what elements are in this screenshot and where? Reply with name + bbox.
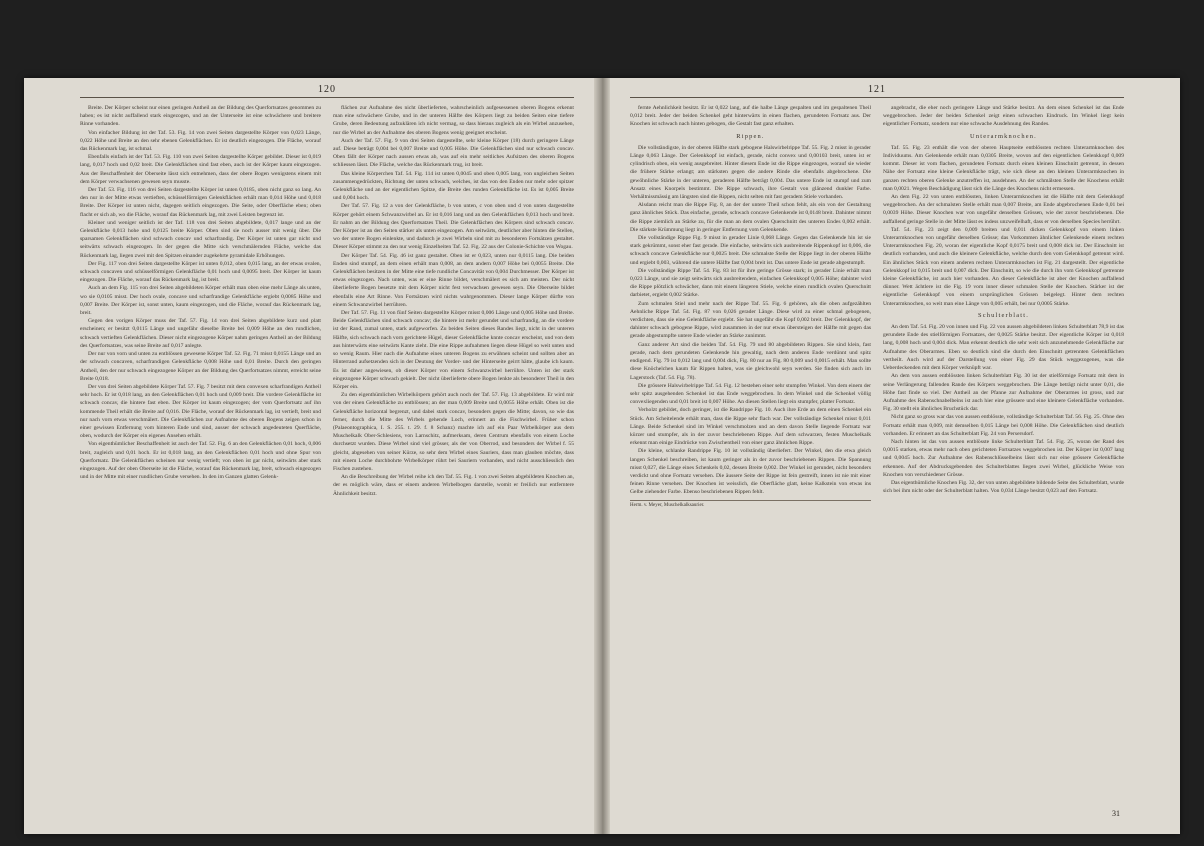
page-number-right: 121 <box>630 84 1124 98</box>
footnote: Herm. v. Meyer, Muschelkalksaurier. <box>630 500 871 510</box>
paragraph: Von eigenthümlicher Beschaffenheit ist auch der Taf. 52. Fig. 6 an den Gelenkflächen 0,01 hoch, 0,006 breit, zugleich und 0,01 hoch. Er ist 0,018 lang, an den Gelenkflächen 0,01 hoch und ohne Spur von Querfortsatz. Die Gelenkflächen scheinen nur wenig vertieft; von oben ist gar nicht, seitwärts aber stark eingezogen. Auf der oben Oberseite ist die Fläche, worauf das Rückenmark lag, breit, schwach eingezogen und in der Mitte mit einer rundlichen Grube versehen. In den im Ganzen glatten Gelenk- <box>80 441 321 481</box>
paragraph: flächen zur Aufnahme des nicht überlieferten, wahrscheinlich aufgesessenen oberen Bogens erkennt man eine schwächere Grube, und in der unteren Hälfte des Körpers liegt zu beiden Seiten eine tiefere Grube, deren Bedeutung aufzuklären ich nicht vermag, so dass hieraus zugleich als ein Wirbel anzusehen, nur die Wirbel an der Aufnahme des oberen Bogens wenig geeignet erscheint. <box>333 105 574 136</box>
section-heading: Schulterblatt. <box>977 311 1030 319</box>
paragraph: Der Körper Taf. 54. Fig. 46 ist ganz gestaltet. Oben ist er 0,023, unten nur 0,0115 lang. Die beiden Enden sind stumpf, an dem einen erhält man 0,008, an dem andern 0,007 Höhe bei 0,0055 Breite. Die Gelenkflächen besitzen in der Mitte eine tiefe rundliche Concavität von 0,004 Durchmesser. Der Körper ist etwas eingezogen. Nach unten, was er eine Rinne bildet, verschmälert es sich am meisten. Der nicht überlieferte Bogen besetzte mit dem Körper nicht fest verwachsen gewesen seyn. Die Oberseite bildet ebenfalls eine Art Rinne. Von Fortsätzen wird nichts wahrgenommen. Dieser lange Körper dürfte von einem Schwanzwirbel herrühren. <box>333 252 574 308</box>
paragraph: An die Beschreibung der Wirbel reihe ich den Taf. 55. Fig. 1 von zwei Seiten abgebildeten Knochen an, der es möglich wäre, dass er einem anderen Wirbelbogen darstelle, womit er freilich nur entferntere Ähnlichkeit besitzt. <box>333 474 574 497</box>
paragraph: Von einfacher Bildung ist der Taf. 53. Fig. 14 von zwei Seiten dargestellte Körper von 0,023 Länge, 0,022 Höhe und Breite an den sehr ebenen Gelenkflächen. Er ist deutlich eingezogen. Die Fläche, worauf das Rückenmark lag, ist schmal. <box>80 129 321 153</box>
paragraph: An dem von aussen entblössten linken Schulterblatt Fig. 30 ist der stielförmige Fortsatz mit dem in seine Verlängerung fallenden Rande des Körpers weggebrochen. Die Länge beträgt nicht unter 0,01, die Höhe fast finde so viel. Der Antheil an der Pfanne zur Aufnahme der Oberarmes ist gross, und zur Aufnahme des Rabenschnabelbeins ist auch hier eine grössere und eine kleinere Gelenkfläche vorhanden. Fig. 30 stellt ein ähnliches Bruchstück dar. <box>883 373 1124 413</box>
paragraph: An dem Taf. 54. Fig. 20 von innen und Fig. 22 von aussen abgebildeten linken Schulterblatt 78,9 ist das gerundete Ende des stielförmigen Fortsatzes, der 0,0025 Stärke besitzt. Der eigentliche Körper ist 0,018 lang, 0,008 hoch und 0,004 dick. Man erkennt deutlich die sehr weit sich anzunehmende Gelenkfläche zur Aufnahme des Oberarmes. Eben so deutlich sind die durch den Einschnitt getrennten Gelenkflächen vertheilt. Auch wird auf der Darstellung von einer Fig. 29 das Stück weggezogenes, was die Ueberdeckenden mit dem Körper verknüpft war. <box>883 324 1124 372</box>
paragraph: Verholzt gebildet, doch geringer, ist die Randrippe Fig. 10. Auch ihre Erde an dem einen Schenkel ein Stück. Am Scheitelende erhält man, dass die Rippe sehr flach war. Der vollständige Schenkel misst 0,011 Länge. Beide Schenkel sind im Winkel verschmolzen und an dem davon Stelle liegende Fortsatz war kürzer und stumpfer, als in der zuvor beschriebenen Rippe. Auf dem schwarzen, festen Muschelkalk erkennt man einige Eindrücke von Zwischentheil von einer ganz ähnlichen Rippe. <box>630 407 871 447</box>
paragraph: Taf. 54. Fig. 23 zeigt den 0,009 breiten und 0,011 dicken Gelenkkopf von einem linken Unterarmknochen von ungefähr derselben Grösse; das Vorkommen ähnlicher Gelenkende einem rechten Unterarmknochen Fig. 20, woran der eigentliche Kopf 0,0175 breit und 0,008 dick ist. Der Einschnitt ist deutlich vorhanden, und auch die kleinere Gelenkfläche, welche durch den vom Gelenkkopf getrennt wird. Ein ähnliches Stück von einem anderen rechten Unterarmknochen ist Fig. 21 dargestellt. Der eigentliche Gelenkkopf ist 0,015 breit und 0,007 dick. Der Einschnitt, so wie die durch ihn vom Gelenkkopf getrennte kleine Gelenkfläche, ist auch hier vorhanden. An dieser Gelenkfläche ist aber der Knochen auffallend dünner. Wett ächtlere ist die Fig. 19 vom inner dieser schmalen Stelle der Knochen. Stärker ist der eigentliche Gelenkkopf von einem ursprünglichen Grössen beigelegt. Hinter dem rechten Unterarmknochen, so weit man eine Länge von 0,005 erhält, bei nur 0,0005 Stärke. <box>883 226 1124 307</box>
paragraph: Die vollständige Rippe Fig. 9 misst in gerader Linie 0,068 Länge. Gegen das Gelenkende hin ist sie stark gekrümmt, sonst eher fast gerade. Die einfache, seitwärts sich ausbreitende Rippenkopf ist 0,006, die schwach concave Gelenkfläche nur 0,0025 breit. Die schmalste Stelle der Rippe liegt in der oberen Hälfte und ergiebt 0,003, während die untere Hälfte fast 0,004 breit ist. Das untere Ende ist gerade abgestumpft. <box>630 235 871 266</box>
paragraph: Der von drei Seiten abgebildete Körper Taf. 57. Fig. 7 besitzt mit dem convexen scharfrandigen Antheil sehr hoch. Er ist 0,018 lang, an den Gelenkflächen 0,01 hoch und 0,009 breit. Die vordere Gelenkfläche ist schwach concav, die hintere fast eben. Der Körper ist kaum eingezogen; der vom Querfortsatz auf ihn kommende Theil erhält die Breite auf 0,016. Die Fläche, worauf der Rückenmark lag, ist vertieft, breit und nur nach vorn etwas verschmälert. Die Gelenkflächen zur Aufnahme des oberen Bogens zeigen schon in einer gewissen Entfernung vom hinteren Ende und sind, ausser der schwach angedeuteten Querfläche, oben, wodurch der Körper ein eigenes Ansehen erhält. <box>80 383 321 440</box>
paragraph: fernte Aehnlichkeit besitzt. Er ist 0,022 lang, auf die halbe Länge gespalten und im gespaltenen Theil 0,012 breit. Jeder der beiden Schenkel geht hinterwärts in einen flachen, gerundeten Fortsatz aus. Der Knochen ist schwach nach hinten gebogen, die Gestalt fast ganz erhalten. <box>630 105 871 128</box>
paragraph: Die kleine, schlanke Randrippe Fig. 10 ist vollständig überliefert. Der Winkel, den die etwa gleich langen Schenkel beschreiben, ist kaum geringer als in der zuvor beschriebenen Rippen. Die Spannung misst 0,027, die Länge eines Schenkels 0,02, dessen Breite 0,002. Der Winkel ist gerundet, nicht besonders verdickt und ohne Fortsatz versehen. Die äussere Seite der Rippe ist fein gestreift, innen ist nie mit einer feinen Rinne versehen. Der Knochen ist weisslich, die Oberfläche glatt, keine Kalkstein von etwas ins Gelbe ziehender Farbe. Ebenso beschriebenen Rippen fehlt. <box>630 448 871 496</box>
section-heading: Rippen. <box>736 132 765 140</box>
paragraph: Nicht ganz so gross war das von aussen entblösste, vollständige Schulterblatt Taf. 56. Fig. 25. Ohne den Fortsatz erhält man 0,009, mit demselben 0,015 Länge bei 0,008 Höhe. Die Gelenkflächen sind deutlich vorhanden. Er erinnert an das Schulterblatt Fig. 24 von Persersdorf. <box>883 414 1124 437</box>
paragraph: Breite. Der Körper scheint nur einen geringen Antheil an der Bildung des Querfortsatzes genommen zu haben; es ist nicht auffallend stark eingezogen, und an der Unterseite ist eine schwächere und breitere Rinne vorhanden. <box>80 105 321 128</box>
paragraph: An dem Fig. 22 von unten entblössten, linken Unterarmknochen ist die Hälfte mit dem Gelenkkopf weggebrochen. An der schmalsten Stelle erhält man 0,007 Breite, am Ende abgebrochenen Ende 0,01 bei 0,0039 Höhe. Dieser Knochen war von ungefähr denselben Grössen, wie der zuvor beschriebenen. Die auffallend geringe Stelle in der Mitte lässt es indess unzweifelhaft, dass er von derselben Species herrührt. <box>883 194 1124 225</box>
paragraph: Der Taf. 57. Fig. 11 von fünf Seiten dargestellte Körper misst 0,006 Länge und 0,005 Höhe und Breite. Beide Gelenkflächen sind schwach concav; die hintere ist mehr gerundet und scharfrandig, an die vordere ist der Rand, zumal unten, stark aufgeworfen. Zu beiden Seiten dieses Randes liegt, nicht in der unteren Hälfte, sich schwach nach vorn gerichtete Hügel, dieser Gelenkfläche knnte concav erscheint, und von dem aus hinterwärts eine seitwärts Kante zieht. Die eine Rippe aufnahmen liegen diese Hügel so weit unten und so wenig Raum. Hier nach die Aufnahme eines unteren Bogens zu erwähnen scheint und sollten aber an Hinterrand aufsetzenden sich in der Deutung der Vorder- und der Hinterseite geirrt hätte, glaube ich kaum. Es ist daher angewiesen, ob dieser Körper von einem Schwanzwirbel herrühre. Unten ist der stark eingezogene Körper schwach gekielt. Der nicht überlieferte obere Bogen lenkte als besonderer Theil in den Körper ein. <box>333 310 574 390</box>
signature-mark: 31 <box>1112 809 1120 818</box>
paragraph: Das kleine Körperchen Taf. 54. Fig. 114 ist unten 0,0045 und oben 0,005 lang, von ungleichen Seiten zusammengedrückten, Richtung der unten schwach, welches, ist das von den Enden nur mehr oder spitzer Gelenkfläche und an der eigentlichen Spitze, die Breite des runden Gelenkfläche ist. Es ist 0,005 Breite und 0,004 hoch. <box>333 170 574 202</box>
paragraph: Die vollständigste, in der oberen Hälfte stark gebogene Halswirbelrippe Taf. 55. Fig. 2 misst in gerader Länge 0,063 Länge. Der Gelenkkopf ist einfach, gerade, nicht convex und 0,00103 breit, unten ist er cylindrisch oben, ein wenig ausgebreitet. Hinter diesem Ende ist die Rippe eingezogen, worauf sie wieder die frühere Stärke erlangt; am stärksten gegen die andere Rinde die ebenfalls abgebrochene. Die gewöhnliche Stärke in der unteren, geraderen Hälfte beträgt 0,004. Das untere Ende ist stumpf und zum Ansatz eines Knorpels bestimmt. Die Rippe schwach, ihre Gestalt von glänzend dunkler Farbe. Verhältnissmässig am längsten sind die Rippen, nicht selten mit fast geradem Stiele vorhanden. <box>630 144 871 201</box>
left-column-1 <box>80 104 321 804</box>
right-page <box>630 84 1124 824</box>
paragraph: Nach hinten ist das von aussen entblösste linke Schulterblatt Taf. 54. Fig. 25, woran der Rand des 0,0015 starken, etwas mehr nach oben gerichteten Fortsatzes weggebrochen ist. Der Körper ist 0,007 lang und 0,0045 hoch. Zur Aufnahme des Rabenschlüsselbeins lässt sich nur eine grössere Gelenkfläche erkennen. Auf der Abdrucksgebenden des Schulterblattes liegen zwei Wirbel, glückliche Weise von Knochen von verschiedener Grösse. <box>883 438 1124 478</box>
paragraph: Das eigenthümliche Knochen Fig. 32, der von unten abgebildete bildende Seite des Schulterblatt, wurde sich bei ihm nicht oder der Schulterblatt halten. Von 0,034 Länge besitzt 0,023 auf den Fortsatz. <box>883 479 1124 495</box>
paragraph: Ganz anderer Art sind die beiden Taf. 54. Fig. 79 und 80 abgebildeten Rippen. Sie sind klein, fast gerade, nach dem gerundeten Gelenkende hin gewaltig, nach dem anderen Ende verdünnt und spitz endigend. Fig. 79 ist 0,012 lang und 0,004 dick, Fig. 80 nur an Fig. 80 0,009 und 0,0015 erhält. Man sollte diese Knöchelchen kaum für Rippen halten, was sie gleichwohl seyn werden. Sie finden sich auch im Lagerstock (Taf. 54. Fig. 78). <box>630 341 871 381</box>
right-column-2 <box>883 104 1124 804</box>
left-column-2 <box>333 104 574 804</box>
paragraph: Auch an dem Fig. 115 von drei Seiten abgebildeten Körper erhält man oben eine mehr Länge als unten, wo sie 0,0105 misst. Der hoch ovale, concave und scharfrandige Gelenkfläche ergiebt 0,0085 Höhe und 0,007 Breite. Der Körper ist, sonst unten, kaum eingezogen, und die Fläche, worauf das Rückenmark lag, breit. <box>80 285 321 317</box>
paragraph: Kleiner und weniger seitlich ist der Taf. 118 von drei Seiten abgebildete, 0,017 lange und an der Gelenkfläche 0,013 hohe und 0,0125 breite Körper. Oben sind sie noch ausser mit wenig über. Die sparsamen Gelenkflächen sind schwach concav und scharfrandig. Der Körper ist unten gar nicht und seitwärts schwach eingezogen. In der gegen die Mitte sich verschmälernden Fläche, welche das Rückenmark lag, liegen zwei mit den Spitzen einander zugekehrte pyramidale Erhöhungen. <box>80 219 321 259</box>
book-gutter <box>594 78 610 834</box>
section-heading: Unterarmknochen. <box>970 132 1037 140</box>
paragraph: Ebenfalls einfach ist der Taf. 53. Fig. 110 von zwei Seiten dargestellte Körper gebildet. Dieser ist 0,019 lang, 0,017 hoch und 0,02 breit. Die Gelenkflächen sind fast eben, auch ist der Körper kaum eingezogen. Aus der Beschaffenheit der Oberseite lässt sich entnehmen, dass der obere Bogen wenigstens einem mit dem Körper verwachsenen gewesen seyn musste. <box>80 154 321 185</box>
paragraph: Der Taf. 57. Fig. 12 a von der Gelenkfläche, b von unten, c von oben und d von unten dargestellte Körper gehört einem Schwanzwirbel an. Er ist 0,016 lang und an den Gelenkflächen 0,013 hoch und breit. Er nahm an der Bildung des Querfortsatzes Theil. Die Gelenkflächen des Körpers sind schwach concav. Der Körper ist an den Seiten stärker als unten eingezogen. Am seitwärts, deutlicher aber hinten die Stellen, wo der untere Bogen einlenkte, und dadurch je zwei Wirbeln sind mit zu besonderen Fortsätzen gestaltet. Dieser Körper stimmt zu den nur wenig Einzelheiten Taf. 52. Fig. 22 aus der Colonie-Schichte von Wogau. <box>333 203 574 251</box>
paragraph: angebracht, die eher noch geringere Länge und Stärke besitzt. An dem einen Schenkel ist das Ende weggebrochen. Jeder der beiden Schenkel zeigt einen schwachen Eindruck. Im Winkel liegt kein eigentlicher Fortsatz, sondern nur eine schwache Ausdehnung des Randes. <box>883 105 1124 128</box>
paragraph: Zu den eigenthümlichen Wirbelkörpern gehört auch noch der Taf. 57. Fig. 13 abgebildete. Er wird mir von der einen Gelenkfläche zu entblössen; an der man 0,009 Breite und 0,0055 Höhe erhält. Oben ist die Gelenkfläche horizontal begrenzt, und dabei stark concav, besonders gegen die Mitte; davon, so wie das ferner, durch die Mitte des Wirbels gehende Loch, erinnert an die Fischwirbel. Früher schon (Palaeontographica, I. S. 255. t. 29. f. 8 Schanz) machte ich auf ein Paar Wirbelkörper aus dem Muschelkalk Ober-Schlesiens, von Larnschitz, aufmerksam, deren Centrum ebenfalls von einem Loche durchsetzt wurden. Diese Wirbel sind viel grösser, als der von Oberrod, und besonders der Wirbel f. 55 gleicht, abgesehen von seiner Kürze, so sehr dem Wirbel eines Sauriers, dass man glauben möchte, dass mit einem Loche durchbohrte Wirbelkörper rührt bei Sauriern vorhanden, und nicht ausschliesslich den Fischen zustehen. <box>333 392 574 472</box>
left-page <box>80 84 574 824</box>
right-column-1 <box>630 104 871 804</box>
paragraph: Taf. 55. Fig. 23 enthält die von der oberen Hauptseite entblössten rechten Unterarmknochen des Individuums. Am Gelenkende erhält man 0,0305 Breite, wovon auf den eigentlichen Gelenkkopf 0,009 kommt. Dieser ist vom flachen, gerundeten Fortsatz durch einen kleinen Einschnitt getrennt, in dessen Nähe der Fortsatz eine kleine Gelenkfläche trägt, wie sich diese an den kleinen Unterarmknochen in ganzen rechten oberen Gelenke anzutreffen ist, ausdehnen. An der schmälsten Stelle der Knochens erhält man 0,0021. Wegen Beschädigung lässt sich die Länge des Knochens nicht ermessen. <box>883 144 1124 192</box>
paragraph: Der Taf. 53. Fig. 116 von drei Seiten dargestellte Körper ist unten 0,0185, oben nicht ganz so lang. An den nur in der Mitte etwas vertieften, schüsselförmigen Gelenkflächen erhält man 0,014 Höhe und 0,018 Breite. Der Körper ist unten nicht, dagegen seitlich eingezogen. Die Seite, oder Oberfläche eben; oben flacht er sich ab, wo die Fläche, worauf das Rückenmark lag, mit zwei Leisten begrenzt ist. <box>80 187 321 218</box>
paragraph: Auch der Taf. 57. Fig. 9 von drei Seiten dargestellte, sehr kleine Körper (18) durch geringere Länge auf. Diese beträgt 0,004 bei 0,007 Breite und 0,005 Höhe. Die Gelenkflächen sind nur schwach concav. Oben fällt der Körper nach aussen etwas ab, was auf ein mehr seitliches Aufsitzen des oberen Bogens schliessen lässt. Die Fläche, welche das Rückenmark trug, ist breit. <box>333 137 574 169</box>
paragraph: Die vollständige Rippe Taf. 54. Fig. 83 ist für ihre geringe Grösse stark; in gerader Linie erhält man 0,023 Länge, und sie zeigt seitwärts sich ausbreitendem, einfachen Gelenkkopf 0,005 Höhe; dahinter wird die Rippe plötzlich schwächer, dann mit einem längeren Stiele, welche einen rundlich ovalen Querschnitt darbietet, ergiebt 0,002 Stärke. <box>630 267 871 299</box>
paragraph: Gegen den vorigen Körper muss der Taf. 57. Fig. 14 von drei Seiten abgebildete kurz und platt erscheinen; er besitzt 0,0115 Länge und ungefähr dieselbe Breite bei 0,009 Höhe an den rundlichen, schwach vertieften Gelenkflächen. Dieser nicht eingezogene Körper nahm geringen Antheil an der Bildung des Querfortsatzes, was seine Breite auf 0,017 anlegte. <box>80 318 321 349</box>
page-number-left: 120 <box>80 84 574 98</box>
paragraph: Zum schmalen Stiel und mehr nach der Rippe Taf. 55. Fig. 6 gehören, als die oben aufgezählten Aehnliche Rippe Taf. 54. Fig. 87 von 0,026 gerader Länge. Diese wird zu einer schmal gebogenen, verdichten, dass sie eine Gelenkfläche ergiebt. Sie hat ungefähr die Kopf 0,002 breit. Der Gelenkkopf, der dahinter schwach gebogene Rippe, wird zusammen in der nur etwas übersteigen der Hälfte mit gegen das gerade abgestumpfte untere Ende wieder an Stärke zunimmt. <box>630 300 871 340</box>
paragraph: Der nur von vorn und unten zu entblössen gewesene Körper Taf. 52. Fig. 71 misst 0,0155 Länge und an der schwach concaven, scharfrandigen Gelenkfläche 0,008 Höhe und 0,01 Breite. Durch den geringen Antheil, den der nur schwach eingezogene Körper an der Bildung des Querfortsatzes nimmt, erreicht seine Breite 0,018. <box>80 351 321 382</box>
paragraph: Der Fig. 117 von drei Seiten dargestellte Körper ist unten 0,012, oben 0,015 lang, an der etwas ovalen, schwach concaven und schüsselförmigen Gelenkfläche 0,01 hoch und 0,0095 breit. Der Körper ist kaum eingezogen. Die Fläche, worauf das Rückenmark lag, ist breit. <box>80 260 321 284</box>
paragraph: Alsdann reicht man die Rippe Fig. 8, an der der untere Theil schon fehlt, als ein von der Gestaltung ganz ähnliches Stück. Das einfache, gerade, schwach concave Gelenkende ist 0,0148 breit. Dahinter nimmt die Rippe ziemlich an Stärke zu, für die man an dem ovalen Querschnitt des unteren Endes 0,002 erhält. Die stärkste Krümmung liegt in geringer Entfernung vom Gelenkende. <box>630 202 871 233</box>
paragraph: Die grössere Halswirbelrippe Taf. 54. Fig. 12 bestehen einer sehr stumpfen Winkel. Von dem einem der sehr spitz ausgehenden Schenkel ist das Ende weggebrochen. In dem Winkel und die Schenkel völlig convexliegenden und 0,01 breit ist 0,007 Höhe. An diesen Stellen liegt ein stumpfer, platter Fortsatz. <box>630 382 871 406</box>
